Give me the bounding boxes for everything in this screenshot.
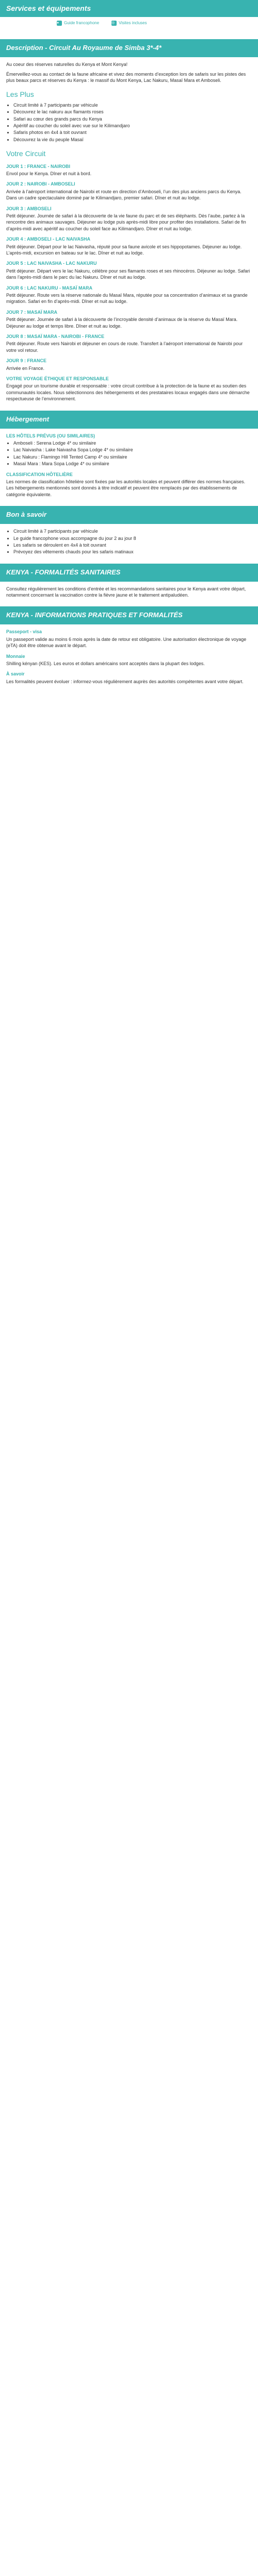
hotel-item: • Masaï Mara : Mara Sopa Lodge 4* ou similaire bbox=[13, 461, 252, 467]
day-title: JOUR 6 : LAC NAKURU - MASAÏ MARA bbox=[6, 285, 92, 291]
day-block bbox=[6, 309, 252, 329]
classification-title: CLASSIFICATION HÔTELIÈRE bbox=[6, 471, 73, 477]
day-title: JOUR 3 : AMBOSELI bbox=[6, 206, 52, 211]
hotels-list bbox=[6, 440, 252, 467]
accommodation-banner: Hébergement bbox=[0, 411, 258, 429]
day-text: Petit déjeuner. Départ vers le lac Nakuru, célèbre pour ses flamants roses et ses rhinocéros. Déjeuner au lodge. Safari dans l’après-midi dans le parc du lac Nakuru. Dîner et nuit au lodge. bbox=[6, 268, 250, 280]
day-text: Arrivée en France. bbox=[6, 365, 45, 371]
hotel-item: • Lac Nakuru : Flamingo Hill Tented Camp 4* ou similaire bbox=[13, 454, 252, 460]
good-to-know-item: • Les safaris se déroulent en 4x4 à toit ouvrant bbox=[13, 542, 252, 548]
day-title: JOUR 8 : MASAÏ MARA - NAIROBI - FRANCE bbox=[6, 334, 105, 340]
votre-circuit-title: Votre Circuit bbox=[6, 149, 46, 158]
day-title: JOUR 5 : LAC NAIVASHA - LAC NAKURU bbox=[6, 261, 97, 266]
good-to-know-item: • Circuit limité à 7 participants par véhicule bbox=[13, 528, 252, 534]
day-block bbox=[6, 236, 252, 256]
visits-link[interactable] bbox=[111, 20, 147, 26]
day-block bbox=[6, 333, 252, 353]
day-block bbox=[6, 181, 252, 201]
passport-text: Un passeport valide au moins 6 mois après la date de retour est obligatoire. Une autorisation électronique de voyage (eTA) doit être obtenue avant le départ. bbox=[6, 636, 247, 649]
hotel-item: • Lac Naivasha : Lake Naivasha Sopa Lodge 4* ou similaire bbox=[13, 447, 252, 453]
note-title: À savoir bbox=[6, 671, 25, 677]
day-text: Petit déjeuner. Route vers Nairobi et déjeuner en cours de route. Transfert à l’aéroport international de Nairobi pour votre vol retour. bbox=[6, 341, 243, 353]
binoculars-icon: ◎ bbox=[111, 21, 117, 26]
plus-title: Les Plus bbox=[6, 90, 34, 99]
day-block bbox=[6, 206, 252, 232]
description-body: Émerveillez-vous au contact de la faune africaine et vivez des moments d’exception lors de safaris sur les pistes des plus beaux parcs et réserves du Kenya : le massif du Mont Kenya, Lac Nakuru, Masaï Mara et Amboseli. bbox=[6, 71, 246, 83]
day-block bbox=[6, 260, 252, 280]
description-intro: Au coeur des réserves naturelles du Kenya et Mont Kenya! bbox=[6, 62, 128, 67]
person-icon: ● bbox=[57, 21, 62, 26]
day-title: JOUR 1 : FRANCE - NAIROBI bbox=[6, 163, 71, 169]
good-to-know-item: • Prévoyez des vêtements chauds pour les safaris matinaux bbox=[13, 549, 252, 555]
day-text: Petit déjeuner. Départ pour le lac Naivasha, réputé pour sa faune avicole et ses hippopotames. Déjeuner au lodge. L’après-midi, excursion en bateau sur le lac. Dîner et nuit au lodge. bbox=[6, 244, 242, 256]
description-banner: Description - Circuit Au Royaume de Simba 3*-4* bbox=[0, 39, 258, 57]
hotels-title: LES HÔTELS PRÉVUS (OU SIMILAIRES) bbox=[6, 433, 95, 438]
plus-list bbox=[6, 102, 252, 143]
services-links bbox=[0, 17, 258, 31]
day-text: Envol pour le Kenya. Dîner et nuit à bord. bbox=[6, 171, 92, 176]
guide-link[interactable] bbox=[57, 20, 99, 26]
day-title: JOUR 7 : MASAÏ MARA bbox=[6, 309, 58, 315]
day-text: Arrivée à l’aéroport international de Nairobi et route en direction d’Amboseli, l’un des plus anciens parcs du Kenya. Dans un cadre spectaculaire dominé par le Kilimandjaro, premier safari. Dîner et nuit au lodge. bbox=[6, 189, 241, 201]
plus-item: • Safari au cœur des grands parcs du Kenya bbox=[13, 116, 252, 122]
responsible-title: VOTRE VOYAGE ÉTHIQUE ET RESPONSABLE bbox=[6, 376, 109, 382]
passport-title: Passeport - visa bbox=[6, 629, 42, 635]
good-to-know-section bbox=[0, 528, 258, 555]
day-block bbox=[6, 358, 252, 371]
hotel-item: • Amboseli : Serena Lodge 4* ou similaire bbox=[13, 440, 252, 446]
formalities-text: Consultez régulièrement les conditions d’entrée et les recommandations sanitaires pour le Kenya avant votre départ, notamment concernant la vaccination contre la fièvre jaune et le traitement antipaludéen. bbox=[6, 586, 246, 598]
day-title: JOUR 2 : NAIROBI - AMBOSELI bbox=[6, 181, 75, 187]
plus-item: • Circuit limité à 7 participants par véhicule bbox=[13, 102, 252, 108]
admin-banner: KENYA - INFORMATIONS PRATIQUES ET FORMALITÉS bbox=[0, 606, 258, 624]
good-to-know-item: • Le guide francophone vous accompagne du jour 2 au jour 8 bbox=[13, 535, 252, 541]
day-text: Petit déjeuner. Route vers la réserve nationale du Masaï Mara, réputée pour sa concentration d’animaux et sa grande migration. Safari en fin d’après-midi. Dîner et nuit au lodge. bbox=[6, 293, 248, 304]
formalities-banner: KENYA - FORMALITÉS SANITAIRES bbox=[0, 564, 258, 582]
good-to-know-banner: Bon à savoir bbox=[0, 506, 258, 524]
note-text: Les formalités peuvent évoluer : informez-vous régulièrement auprès des autorités compétentes avant votre départ. bbox=[6, 679, 244, 684]
day-block bbox=[6, 163, 252, 177]
currency-title: Monnaie bbox=[6, 653, 25, 659]
day-text: Petit déjeuner. Journée de safari à la découverte de l’incroyable densité d’animaux de la réserve du Masaï Mara. Déjeuner au lodge et temps libre. Dîner et nuit au lodge. bbox=[6, 317, 238, 329]
visits-label: Visites incluses bbox=[119, 21, 147, 26]
description-section bbox=[0, 61, 258, 402]
formalities-section bbox=[0, 586, 258, 599]
services-banner: Services et équipements bbox=[0, 0, 258, 17]
day-title: JOUR 4 : AMBOSELI - LAC NAIVASHA bbox=[6, 236, 91, 242]
admin-section bbox=[0, 629, 258, 685]
day-block bbox=[6, 285, 252, 305]
day-text: Petit déjeuner. Journée de safari à la découverte de la vie faune du parc et de ses éléphants. Dès l’aube, partez à la rencontre des animaux sauvages. Déjeuner au lodge puis après-midi libre pour profiter des installations. Safari de fin d’après-midi avec apéritif au coucher du soleil face au Kilimandjaro. Dîner et nuit au lodge. bbox=[6, 213, 246, 231]
plus-item: • Apéritif au coucher du soleil avec vue sur le Kilimandjaro bbox=[13, 123, 252, 129]
classification-text: Les normes de classification hôtelière sont fixées par les autorités locales et peuvent différer des normes françaises. Les hébergements mentionnés sont donnés à titre indicatif et peuvent être remplacés par des établissements de catégorie équivalente. bbox=[6, 479, 246, 497]
good-to-know-list bbox=[6, 528, 252, 555]
responsible-text: Engagé pour un tourisme durable et responsable : votre circuit contribue à la protection de la faune et au soutien des communautés locales. Nous sélectionnons des hébergements et des prestataires locaux engagés dans une démarche respectueuse de l’environnement. bbox=[6, 383, 250, 402]
day-title: JOUR 9 : FRANCE bbox=[6, 358, 47, 364]
accommodation-section bbox=[0, 433, 258, 498]
plus-item: • Découvrez le lac nakuru aux flamants roses bbox=[13, 109, 252, 115]
plus-item: • Découvrez la vie du peuple Masaï bbox=[13, 137, 252, 143]
plus-item: • Safaris photos en 4x4 à toit ouvrant bbox=[13, 129, 252, 135]
guide-label: Guide francophone bbox=[64, 21, 100, 26]
currency-text: Shilling kényan (KES). Les euros et dollars américains sont acceptés dans la plupart des lodges. bbox=[6, 660, 205, 666]
